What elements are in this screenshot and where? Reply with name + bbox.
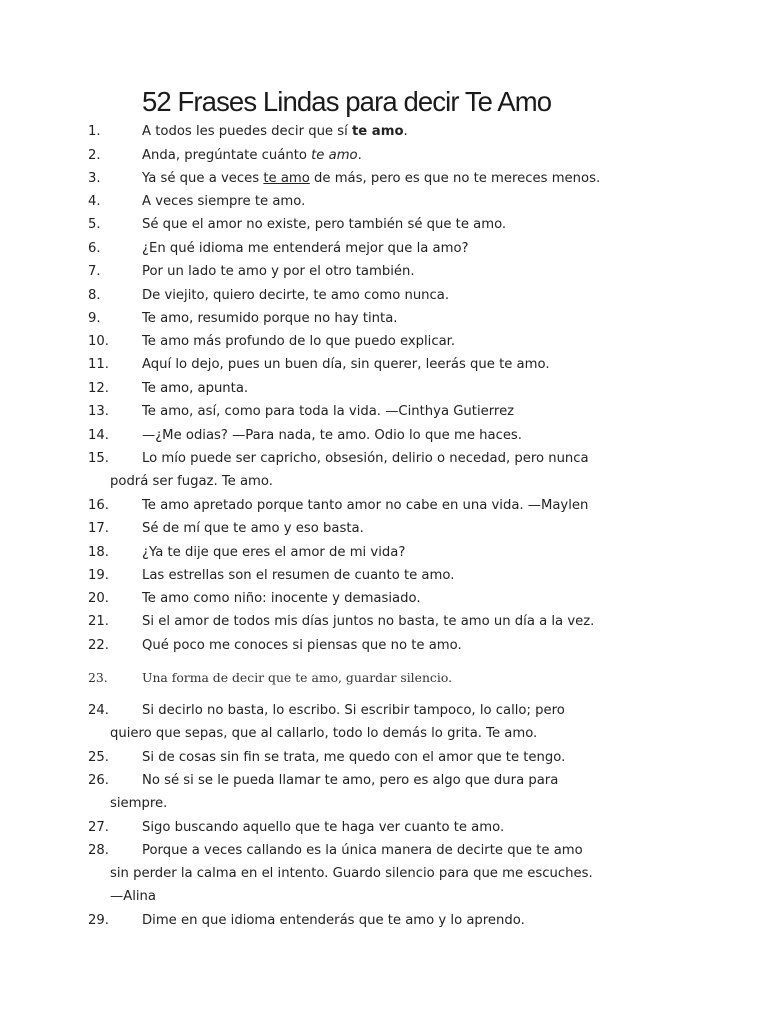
text-segment: Si el amor de todos mis días juntos no basta, te amo un día a la vez.: [142, 614, 595, 629]
phrase-number: 15.: [88, 451, 109, 466]
text-segment: Si de cosas sin fin se trata, me quedo con el amor que te tengo.: [142, 750, 566, 765]
phrase-number: 2.: [88, 148, 101, 163]
text-segment: No sé si se le pueda llamar te amo, pero es algo que dura para: [142, 773, 559, 788]
phrase-number: 27.: [88, 820, 109, 835]
text-segment: Lo mío puede ser capricho, obsesión, delirio o necedad, pero nunca: [142, 451, 589, 466]
phrase-text: [142, 913, 525, 928]
phrase-text: [142, 334, 455, 349]
phrase-number: 3.: [88, 171, 101, 186]
phrase-text: [142, 241, 469, 256]
phrase-text-continuation: [110, 889, 156, 904]
text-segment: Sé que el amor no existe, pero también sé que te amo.: [142, 217, 507, 232]
phrase-number: 19.: [88, 568, 109, 583]
emphasized-text: te amo: [311, 148, 358, 163]
phrase-text: [142, 773, 558, 788]
text-segment: A todos les puedes decir que sí: [142, 124, 352, 139]
phrase-number: 21.: [88, 614, 109, 629]
phrase-number: 7.: [88, 264, 101, 279]
phrase-text: [142, 288, 449, 303]
text-segment: de más, pero es que no te mereces menos.: [309, 171, 601, 186]
phrase-number: 22.: [88, 638, 109, 653]
phrase-number: 1.: [88, 124, 101, 139]
phrase-text: [142, 521, 364, 536]
phrase-number: 5.: [88, 217, 101, 232]
text-segment: Dime en que idioma entenderás que te amo y lo aprendo.: [142, 913, 525, 928]
text-segment: —¿Me odias? —Para nada, te amo. Odio lo que me haces.: [142, 428, 522, 443]
text-segment: Las estrellas son el resumen de cuanto te amo.: [142, 568, 455, 583]
emphasized-text: te amo: [351, 124, 404, 139]
text-segment: Ya sé que a veces: [142, 171, 264, 186]
phrase-number: 25.: [88, 750, 109, 765]
text-segment: sin perder la calma en el intento. Guardo silencio para que me escuches.: [110, 866, 593, 881]
phrase-text: [142, 311, 397, 326]
phrase-text: [142, 381, 248, 396]
text-segment: Te amo, resumido porque no hay tinta.: [142, 311, 398, 326]
text-segment: podrá ser fugaz. Te amo.: [110, 474, 273, 489]
text-segment: Sé de mí que te amo y eso basta.: [142, 521, 364, 536]
phrase-text: [142, 171, 600, 186]
phrase-text: [142, 670, 452, 685]
text-segment: Anda, pregúntate cuánto: [142, 148, 312, 163]
phrase-number: 10.: [88, 334, 109, 349]
text-segment: Te amo más profundo de lo que puedo explicar.: [142, 334, 456, 349]
text-segment: Si decirlo no basta, lo escribo. Si escribir tampoco, lo callo; pero: [142, 703, 565, 718]
text-segment: Qué poco me conoces si piensas que no te amo.: [142, 638, 462, 653]
phrase-text: [142, 428, 522, 443]
text-segment: Te amo como niño: inocente y demasiado.: [142, 591, 421, 606]
text-segment: .: [357, 148, 362, 163]
phrase-number: 18.: [88, 545, 109, 560]
text-segment: Una forma de decir que te amo, guardar silencio.: [142, 670, 453, 685]
emphasized-text: te amo: [263, 171, 310, 186]
phrase-number: 23.: [88, 670, 108, 685]
document-title: 52 Frases Lindas para decir Te Amo: [142, 86, 552, 117]
phrase-number: 20.: [88, 591, 109, 606]
text-segment: ¿En qué idioma me entenderá mejor que la amo?: [142, 241, 469, 256]
phrase-number: 8.: [88, 288, 101, 303]
text-segment: Te amo, apunta.: [142, 381, 249, 396]
phrase-text: [142, 404, 514, 419]
phrase-number: 17.: [88, 521, 109, 536]
phrase-text: [142, 217, 506, 232]
text-segment: —Alina: [110, 889, 156, 904]
phrase-text: [142, 638, 462, 653]
phrase-text-continuation: [110, 474, 273, 489]
phrase-text: [142, 750, 565, 765]
text-segment: Aquí lo dejo, pues un buen día, sin querer, leerás que te amo.: [142, 357, 550, 372]
phrase-text: [142, 703, 565, 718]
text-segment: Por un lado te amo y por el otro también.: [142, 264, 415, 279]
phrase-text-continuation: [110, 726, 537, 741]
phrase-text: [142, 264, 415, 279]
phrase-text: [142, 357, 550, 372]
phrase-text: [142, 498, 588, 513]
phrase-number: 14.: [88, 428, 109, 443]
phrase-text: [142, 124, 408, 139]
phrase-text: [142, 591, 421, 606]
phrase-text: [142, 568, 454, 583]
phrase-number: 29.: [88, 913, 109, 928]
phrase-number: 16.: [88, 498, 109, 513]
text-segment: siempre.: [110, 796, 168, 811]
text-segment: Te amo apretado porque tanto amor no cabe en una vida. —Maylen: [142, 498, 589, 513]
phrase-number: 9.: [88, 311, 101, 326]
phrase-number: 12.: [88, 381, 109, 396]
phrase-text: [142, 545, 405, 560]
text-segment: A veces siempre te amo.: [142, 194, 306, 209]
text-segment: ¿Ya te dije que eres el amor de mi vida?: [142, 545, 406, 560]
phrase-text: [142, 148, 362, 163]
phrase-number: 28.: [88, 843, 109, 858]
phrase-number: 4.: [88, 194, 101, 209]
text-segment: Sigo buscando aquello que te haga ver cuanto te amo.: [142, 820, 505, 835]
phrase-text: [142, 820, 504, 835]
phrase-text-continuation: [110, 866, 593, 881]
text-segment: .: [403, 124, 408, 139]
phrase-text: [142, 614, 594, 629]
phrase-text-continuation: [110, 796, 167, 811]
text-segment: De viejito, quiero decirte, te amo como nunca.: [142, 288, 450, 303]
text-segment: quiero que sepas, que al callarlo, todo lo demás lo grita. Te amo.: [110, 726, 538, 741]
phrase-number: 24.: [88, 703, 109, 718]
phrase-text: [142, 451, 589, 466]
text-segment: Porque a veces callando es la única manera de decirte que te amo: [142, 843, 583, 858]
text-segment: Te amo, así, como para toda la vida. —Cinthya Gutierrez: [142, 404, 515, 419]
phrase-number: 6.: [88, 241, 101, 256]
phrase-number: 26.: [88, 773, 109, 788]
phrase-text: [142, 843, 583, 858]
phrase-text: [142, 194, 305, 209]
phrase-number: 11.: [88, 357, 109, 372]
phrase-number: 13.: [88, 404, 109, 419]
